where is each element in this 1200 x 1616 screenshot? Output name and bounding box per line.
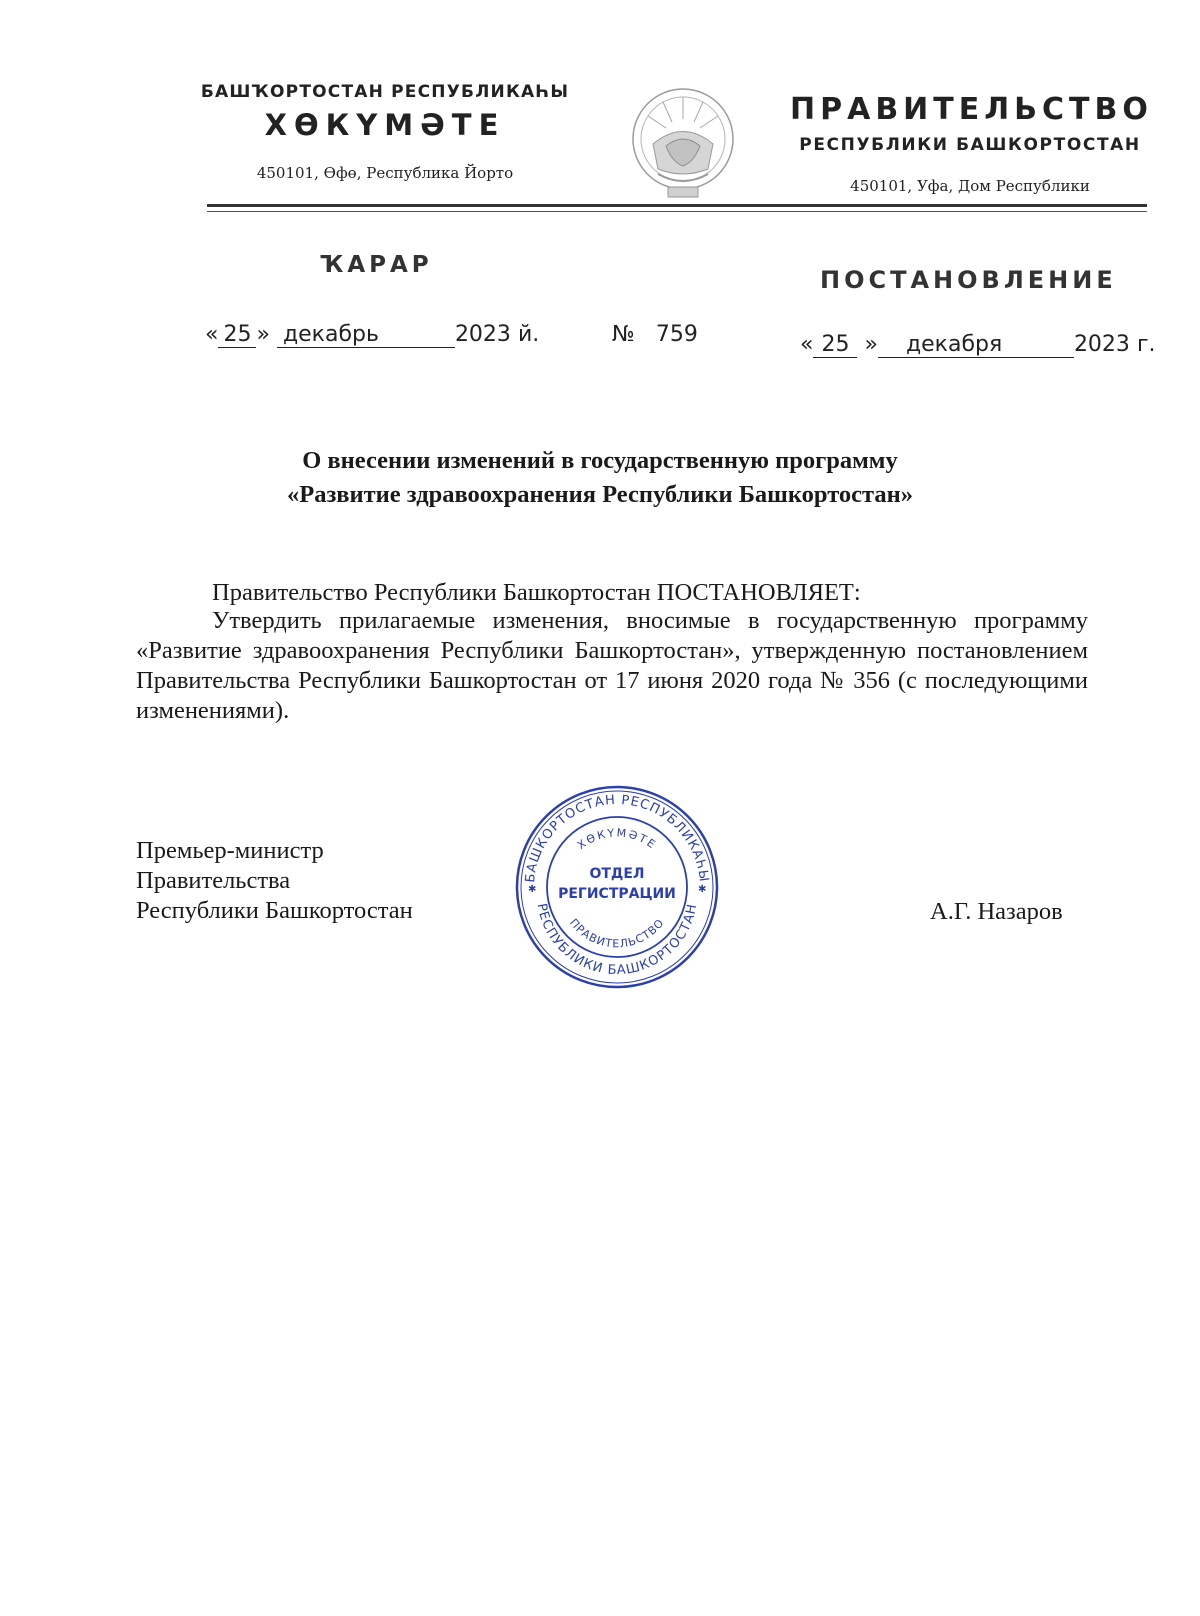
stamp-outer-top-text: БАШКОРТОСТАН РЕСПУБЛИКАҺЫ	[523, 792, 712, 884]
date-right	[800, 332, 1156, 358]
date-right-close-quote: »	[864, 332, 878, 357]
signer-position	[136, 836, 413, 926]
number-sign: №	[612, 322, 635, 347]
date-left-year: 2023	[454, 322, 511, 347]
stamp-star-right-icon: ✱	[698, 884, 707, 895]
date-left-open-quote: «	[205, 322, 219, 347]
body-main-paragraph: Утвердить прилагаемые изменения, вносимые в государственную программу «Развитие здравоохранения Республики Башкортостан», утвержденную постановлением Правительства Республики Башкортостан от 17 июня 2020 года № 356 (с последующими изменениями).	[136, 607, 1088, 724]
signer-position-line2: Правительства	[136, 867, 291, 894]
date-right-day: 25	[813, 333, 857, 358]
signer-position-line3: Республики Башкортостан	[136, 897, 413, 924]
stamp-inner-bottom-text: ПРАВИТЕЛЬСТВО	[566, 916, 668, 951]
stamp-center-line1: ОТДЕЛ	[589, 866, 645, 882]
registration-stamp	[512, 782, 722, 992]
date-right-open-quote: «	[800, 332, 814, 357]
header-right-address: 450101, Уфа, Дом Республики	[850, 177, 1090, 195]
svg-text:ХӨКҮМӘТЕ	[575, 826, 659, 852]
doc-type-right: ПОСТАНОВЛЕНИЕ	[820, 266, 1117, 294]
header-left-address: 450101, Өфө, Республика Йорто	[256, 164, 514, 182]
signer-name: А.Г. Назаров	[930, 898, 1063, 925]
header-left-line1: БАШҠОРТОСТАН РЕСПУБЛИКАҺЫ	[200, 82, 570, 102]
title-line1: О внесении изменений в государственную программу	[302, 447, 898, 474]
date-right-suffix: г.	[1136, 332, 1156, 357]
svg-text:ПРАВИТЕЛЬСТВО	[567, 916, 667, 950]
date-left-close-quote: »	[256, 322, 270, 347]
date-right-month: декабря	[878, 333, 1074, 358]
document-number	[612, 322, 698, 347]
header-right-block	[790, 92, 1153, 195]
signer-position-line1: Премьер-министр	[136, 837, 324, 864]
stamp-outer-bottom-text: РЕСПУБЛИКИ БАШКОРТОСТАН	[533, 902, 701, 979]
stamp-star-left-icon: ✱	[528, 884, 537, 895]
date-left-day: 25	[218, 323, 256, 348]
stamp-center-line2: РЕГИСТРАЦИИ	[558, 886, 676, 902]
header-right-line1: ПРАВИТЕЛЬСТВО	[790, 92, 1153, 127]
document-title	[100, 444, 1100, 512]
header-right-line2: РЕСПУБЛИКИ БАШКОРТОСТАН	[799, 135, 1141, 155]
number-value: 759	[655, 322, 698, 347]
header-divider-thin	[207, 211, 1147, 212]
header-divider-thick	[207, 204, 1147, 207]
title-line2: «Развитие здравоохранения Республики Башкортостан»	[286, 481, 914, 508]
stamp-inner-top-text: ХӨКҮМӘТЕ	[574, 826, 660, 853]
body-intro: Правительство Республики Башкортостан ПОСТАНОВЛЯЕТ:	[212, 579, 861, 606]
doc-type-left: ҠАРАР	[320, 252, 433, 278]
date-right-year: 2023	[1073, 332, 1130, 357]
date-left-suffix: й.	[517, 322, 540, 347]
date-left	[205, 322, 539, 348]
header-left-block	[195, 82, 575, 182]
header-left-line2: ХӨКҮМӘТЕ	[264, 108, 506, 142]
coat-of-arms-icon	[628, 84, 738, 204]
date-left-month: декабрь	[277, 323, 455, 348]
